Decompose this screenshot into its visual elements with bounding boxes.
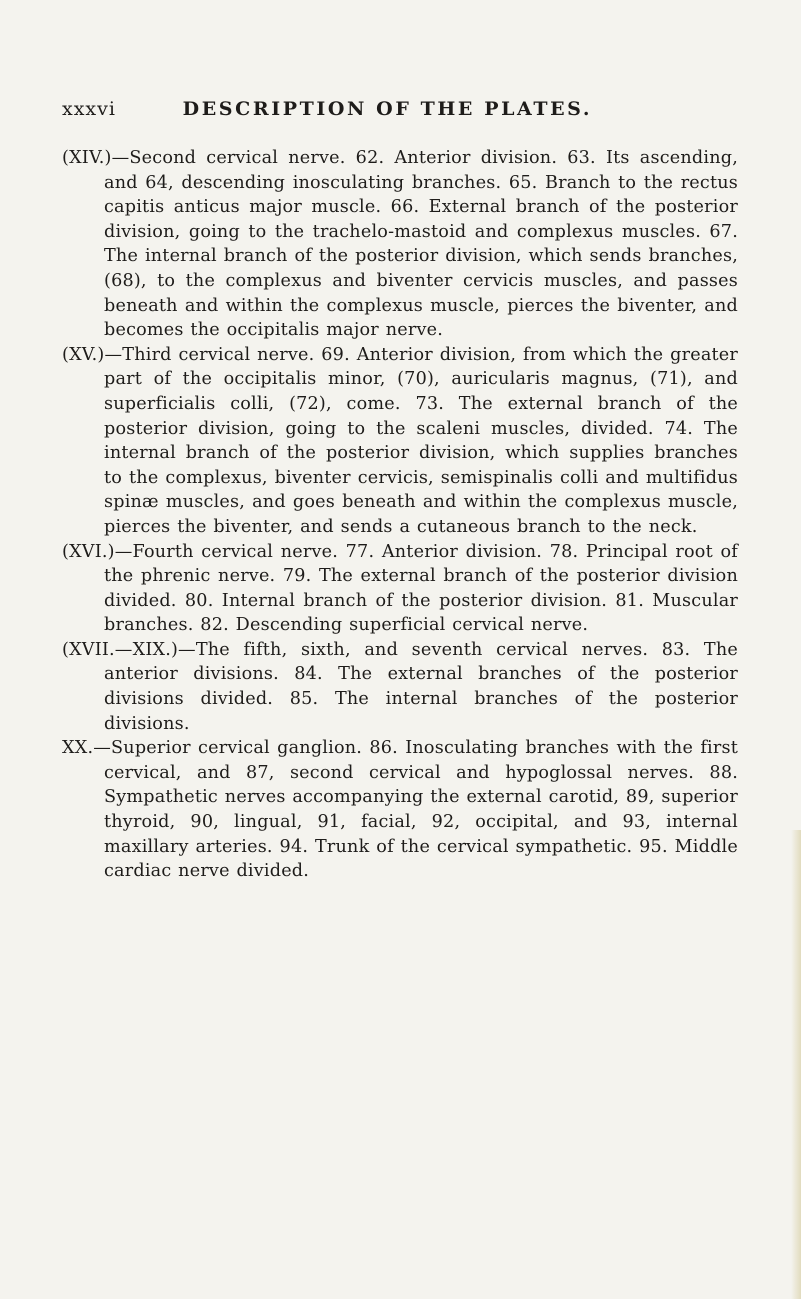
- plate-entry-xiv: [62, 146, 738, 343]
- entry-text: —Fourth cervical nerve. 77. Anterior division. 78. Principal root of the phrenic nerve. 79. The external branch of the posterior division divided. 80. Internal branch of the posterior division. 81. Muscular branches. 82. Descending superficial cervical nerve.: [104, 541, 738, 636]
- entry-text: —XIX.)—The fifth, sixth, and seventh cervical nerves. 83. The anterior divisions. 84. The external branches of the posterior divisions divided. 85. The internal branches of the posterior divisions.: [104, 639, 738, 734]
- entry-numeral: (XVII.: [62, 639, 115, 660]
- plate-descriptions: [62, 146, 738, 884]
- plate-entry-xx: [62, 736, 738, 884]
- entry-numeral: (XIV.): [62, 148, 112, 168]
- entry-text: —Third cervical nerve. 69. Anterior division, from which the greater part of the occipitalis minor, (70), auricularis magnus, (71), and superficialis colli, (72), come. 73. The external branch of the posterior division, going to the scaleni muscles, divided. 74. The internal branch of the posterior division, which supplies branches to the complexus, biventer cervicis, semispinalis colli and multifidus spinæ muscles, and goes beneath and within the complexus muscle, pierces the biventer, and sends a cutaneous branch to the neck.: [104, 344, 738, 537]
- entry-text: —Second cervical nerve. 62. Anterior division. 63. Its ascending, and 64, descending inosculating branches. 65. Branch to the rectus capitis anticus major muscle. 66. External branch of the posterior division, going to the trachelo-mastoid and complexus muscles. 67. The internal branch of the posterior division, which sends branches, (68), to the complexus and biventer cervicis muscles, and passes beneath and within the complexus muscle, pierces the biventer, and becomes the occipitalis major nerve.: [104, 148, 738, 341]
- plate-entry-xvii-xix: [62, 638, 738, 736]
- plate-entry-xvi: [62, 540, 738, 638]
- entry-text: —Superior cervical ganglion. 86. Inosculating branches with the first cervical, and 87, second cervical and hypoglossal nerves. 88. Sympathetic nerves accompanying the external carotid, 89, superior thyroid, 90, lingual, 91, facial, 92, occipital, and 93, internal maxillary arteries. 94. Trunk of the cervical sympathetic. 95. Middle cardiac nerve divided.: [93, 738, 738, 882]
- entry-numeral: (XVI.): [62, 541, 115, 562]
- entry-numeral: XX.: [62, 738, 94, 759]
- page-edge-stain: [791, 830, 801, 1299]
- page-number: xxxvi: [62, 98, 116, 120]
- page-title: DESCRIPTION OF THE PLATES.: [182, 98, 593, 120]
- entry-numeral: (XV.): [62, 344, 105, 365]
- running-head: [62, 94, 742, 124]
- plate-entry-xv: [62, 343, 738, 540]
